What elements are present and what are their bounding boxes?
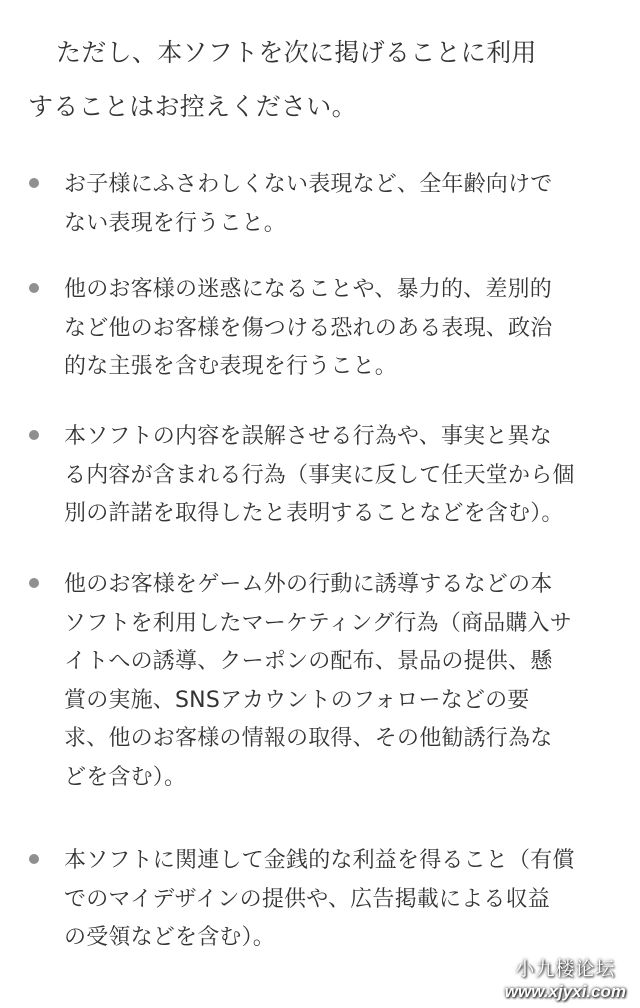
intro-paragraph bbox=[28, 26, 608, 134]
list-item-line: の受領などを含む）。 bbox=[64, 925, 276, 950]
watermark bbox=[505, 958, 626, 1002]
list-item-line: 他のお客様をゲーム外の行動に誘導するなどの本 bbox=[64, 572, 553, 597]
bullet-dot-icon bbox=[29, 178, 39, 188]
watermark-name: 小九楼论坛 bbox=[515, 959, 616, 980]
list-item-text bbox=[64, 418, 624, 534]
bullet-dot-icon bbox=[29, 283, 39, 293]
watermark-url: www.xjyxi.com bbox=[504, 982, 626, 1001]
bullet-dot-icon bbox=[29, 578, 39, 588]
list-item-line: など他のお客様を傷つける恐れのある表現、政治 bbox=[64, 315, 553, 341]
bullet-dot-icon bbox=[29, 854, 39, 864]
bullet-dot-icon bbox=[29, 430, 39, 440]
intro-line: ただし、本ソフトを次に掲げることに利用 bbox=[56, 38, 537, 67]
list-item-line: 本ソフトの内容を誤解させる行為や、事実と異な bbox=[64, 424, 552, 449]
list-item-line: ソフトを利用したマーケティング行為（商品購入サ bbox=[64, 610, 572, 636]
list-item-line: でのマイデザインの提供や、広告掲載による収益 bbox=[64, 886, 550, 912]
list-item-text bbox=[64, 166, 624, 243]
list-item-text bbox=[64, 271, 624, 387]
list-item-line: 他のお客様の迷惑になることや、暴力的、差別的 bbox=[64, 277, 552, 302]
list-item-line: 賞の実施、SNSアカウントのフォローなどの要 bbox=[64, 687, 530, 713]
list-item-line: 的な主張を含む表現を行うこと。 bbox=[64, 354, 398, 379]
list-item-line: 別の許諾を取得したと表明することなどを含む）。 bbox=[64, 501, 564, 526]
list-item-line: お子様にふさわしくない表現など、全年齢向けで bbox=[64, 172, 553, 197]
intro-line: することはお控えください。 bbox=[28, 92, 357, 121]
list-item-line: 求、他のお客様の情報の取得、その他勧誘行為な bbox=[64, 726, 553, 751]
list-item-text bbox=[64, 842, 624, 958]
list-item-line: どを含む）。 bbox=[64, 764, 187, 790]
list-item-line: 本ソフトに関連して金銭的な利益を得ること（有償 bbox=[64, 848, 575, 873]
list-item-text bbox=[64, 566, 624, 797]
list-item-line: る内容が含まれる行為（事実に反して任天堂から個 bbox=[64, 462, 575, 488]
list-item-line: ない表現を行うこと。 bbox=[64, 210, 287, 236]
list-item-line: イトへの誘導、クーポンの配布、景品の提供、懸 bbox=[64, 649, 553, 674]
